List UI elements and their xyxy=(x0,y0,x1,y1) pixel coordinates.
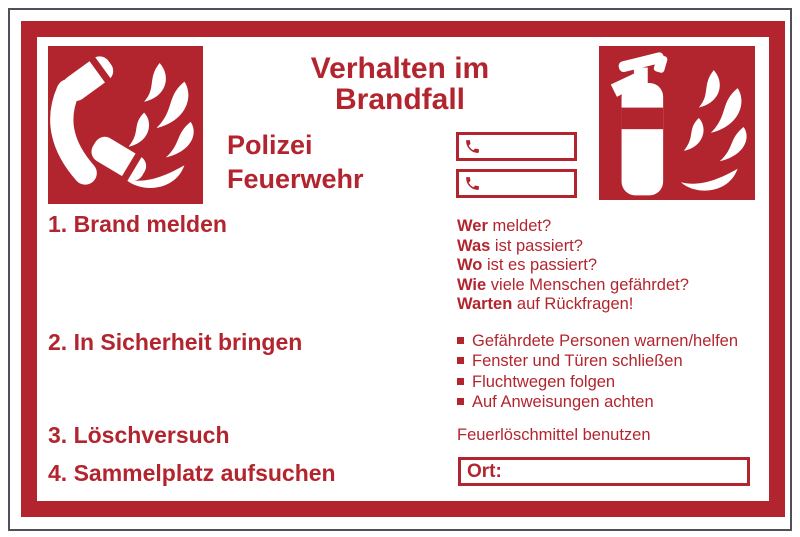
polizei-label: Polizei xyxy=(227,130,313,160)
phone-handset-icon xyxy=(464,175,481,192)
ort-label: Ort: xyxy=(467,460,502,482)
bullet-text: Fluchtwegen folgen xyxy=(472,372,616,391)
question-wie xyxy=(457,276,689,296)
assembly-point-field[interactable] xyxy=(458,457,750,486)
feuerwehr-label: Feuerwehr xyxy=(227,164,364,194)
bullet-item xyxy=(457,351,738,371)
question-rest: ist es passiert? xyxy=(482,256,597,274)
bullet-item xyxy=(457,331,738,351)
question-bold-word: Warten xyxy=(457,295,513,313)
step-2-in-sicherheit-bringen: 2. In Sicherheit bringen xyxy=(48,329,303,355)
fire-phone-pictogram xyxy=(48,46,203,204)
question-was xyxy=(457,237,689,257)
question-wer xyxy=(457,217,689,237)
step-1-brand-melden: 1. Brand melden xyxy=(48,211,227,237)
bullet-square-icon xyxy=(457,357,464,364)
bullet-text: Fenster und Türen schließen xyxy=(472,352,683,371)
question-bold-word: Was xyxy=(457,236,491,255)
fire-extinguisher-pictogram xyxy=(599,46,755,200)
safety-bullet-list xyxy=(457,331,738,413)
bullet-text: Gefährdete Personen warnen/helfen xyxy=(472,332,739,350)
sign-title-line2: Brandfall xyxy=(334,83,466,116)
phone-handset-icon xyxy=(464,138,481,155)
question-bold-word: Wie xyxy=(457,275,487,294)
step-4-sammelplatz-aufsuchen: 4. Sammelplatz aufsuchen xyxy=(48,460,336,486)
feuerwehr-number-field[interactable] xyxy=(456,169,577,198)
step-3-loeschversuch: 3. Löschversuch xyxy=(48,422,230,448)
sign-title xyxy=(240,53,560,115)
bullet-item xyxy=(457,372,738,392)
question-rest: viele Menschen gefährdet? xyxy=(486,275,689,294)
question-rest: ist passiert? xyxy=(490,236,583,255)
fire-emergency-phone-icon xyxy=(48,46,203,204)
question-bold-word: Wer xyxy=(457,217,488,235)
question-rest: meldet? xyxy=(487,217,552,235)
question-warten xyxy=(457,295,689,315)
bullet-item xyxy=(457,392,738,412)
fire-extinguisher-icon xyxy=(599,46,755,200)
question-rest: auf Rückfragen! xyxy=(512,295,634,313)
sign-title-line1: Verhalten im xyxy=(310,52,490,85)
bullet-square-icon xyxy=(457,398,464,405)
bullet-text: Auf Anweisungen achten xyxy=(472,393,654,412)
question-bold-word: Wo xyxy=(457,256,483,274)
bullet-square-icon xyxy=(457,337,464,344)
extinguish-hint: Feuerlöschmittel benutzen xyxy=(457,426,651,444)
question-wo xyxy=(457,256,689,276)
polizei-number-field[interactable] xyxy=(456,132,577,161)
bullet-square-icon xyxy=(457,378,464,385)
report-questions-list xyxy=(457,217,689,315)
